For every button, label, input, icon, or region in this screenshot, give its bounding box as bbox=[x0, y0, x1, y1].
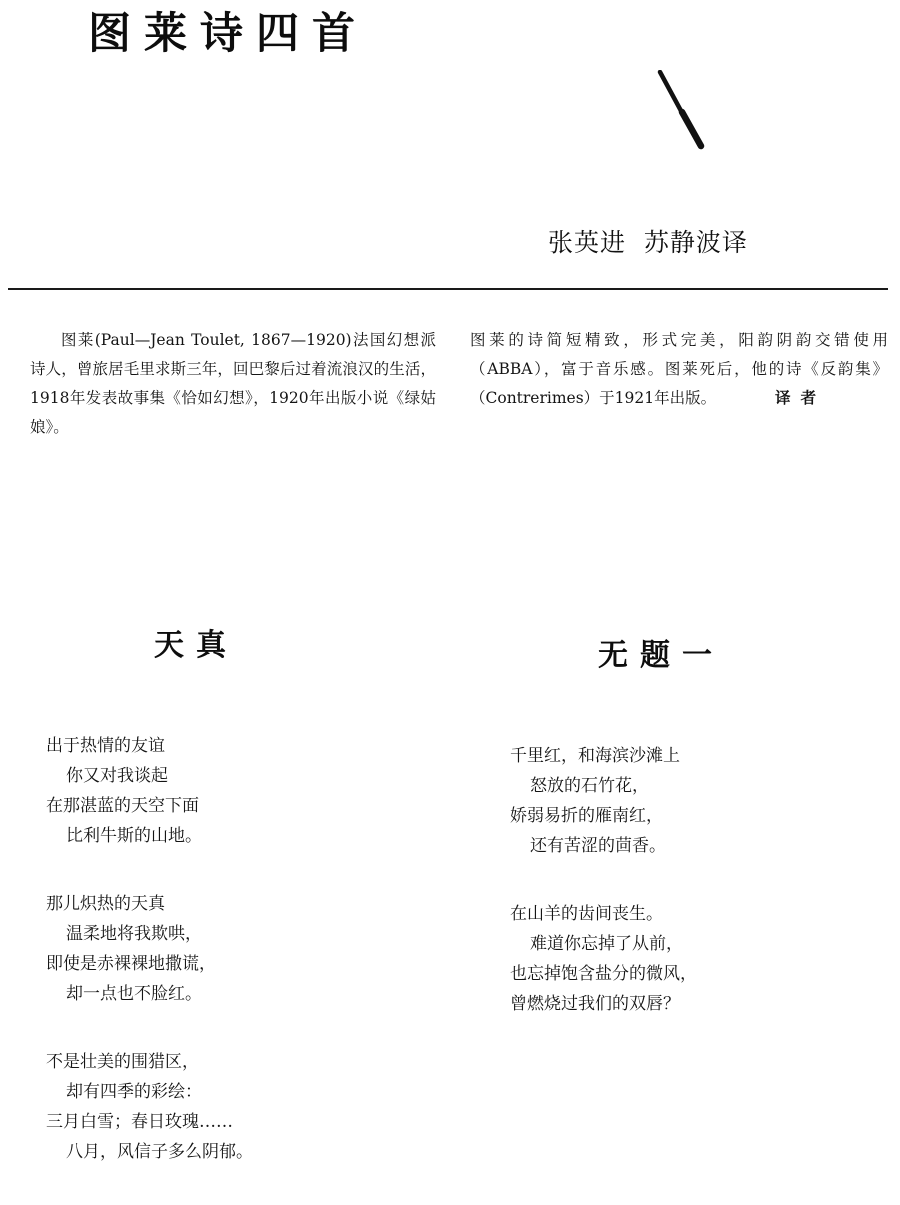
poem-line: 怒放的石竹花， bbox=[530, 776, 649, 796]
poem-line: 娇弱易折的雁南红， bbox=[510, 806, 663, 826]
intro-left-paragraph: 图莱(Paul—Jean Toulet, 1867—1920)法国幻想派诗人，曾旅居毛里求斯三年，回巴黎后过着流浪汉的生活，1918年发表故事集《恰如幻想》，1920年出版小说《绿姑娘》。 bbox=[30, 331, 436, 436]
poem-line: 也忘掉饱含盐分的微风， bbox=[510, 964, 697, 984]
poem-stanza bbox=[46, 1047, 426, 1167]
poem-line: 千里红，和海滨沙滩上 bbox=[510, 746, 680, 766]
poem-line: 那儿炽热的天真 bbox=[46, 894, 165, 914]
poem-line: 在那湛蓝的天空下面 bbox=[46, 796, 199, 816]
poem-line: 温柔地将我欺哄， bbox=[66, 924, 202, 944]
intro-right-paragraph: 图莱的诗简短精致，形式完美，阳韵阴韵交错使用（ABBA），富于音乐感。图莱死后，他的诗《反韵集》（Contrerimes）于1921年出版。 bbox=[470, 331, 888, 407]
poem-line: 却有四季的彩绘： bbox=[66, 1082, 202, 1102]
translator-credit: 张英进 苏静波译 bbox=[548, 228, 748, 257]
poem-line: 难道你忘掉了从前， bbox=[530, 934, 683, 954]
poem-line: 不是壮美的围猎区， bbox=[46, 1052, 199, 1072]
poem-stanza bbox=[46, 889, 426, 1009]
poem-line: 曾燃烧过我们的双唇？ bbox=[510, 994, 680, 1014]
header-rule bbox=[8, 288, 888, 290]
poem-untitled-one bbox=[510, 741, 880, 1057]
poem-stanza bbox=[510, 899, 880, 1019]
poem-title-untitled-one: 无题一 bbox=[598, 638, 724, 673]
poem-line: 三月白雪；春日玫瑰…… bbox=[46, 1112, 233, 1132]
poem-line: 还有苦涩的茴香。 bbox=[530, 836, 666, 856]
poem-line: 却一点也不脸红。 bbox=[66, 984, 202, 1004]
intro-left-column bbox=[30, 326, 436, 442]
poem-line: 出于热情的友谊 bbox=[46, 736, 165, 756]
poem-line: 在山羊的齿间丧生。 bbox=[510, 904, 663, 924]
poem-stanza bbox=[46, 731, 426, 851]
poem-line: 即使是赤裸裸地撒谎， bbox=[46, 954, 216, 974]
poem-title-innocence: 天真 bbox=[154, 628, 238, 663]
decorative-slash bbox=[656, 70, 712, 152]
translator-signature: 译者 bbox=[774, 389, 826, 407]
intro-right-column bbox=[470, 326, 888, 413]
poem-line: 比利牛斯的山地。 bbox=[66, 826, 202, 846]
poem-line: 八月，风信子多么阴郁。 bbox=[66, 1142, 253, 1162]
poem-stanza bbox=[510, 741, 880, 861]
poem-line: 你又对我谈起 bbox=[66, 766, 168, 786]
poem-innocence bbox=[46, 731, 426, 1205]
page-title: 图莱诗四首 bbox=[88, 9, 368, 59]
